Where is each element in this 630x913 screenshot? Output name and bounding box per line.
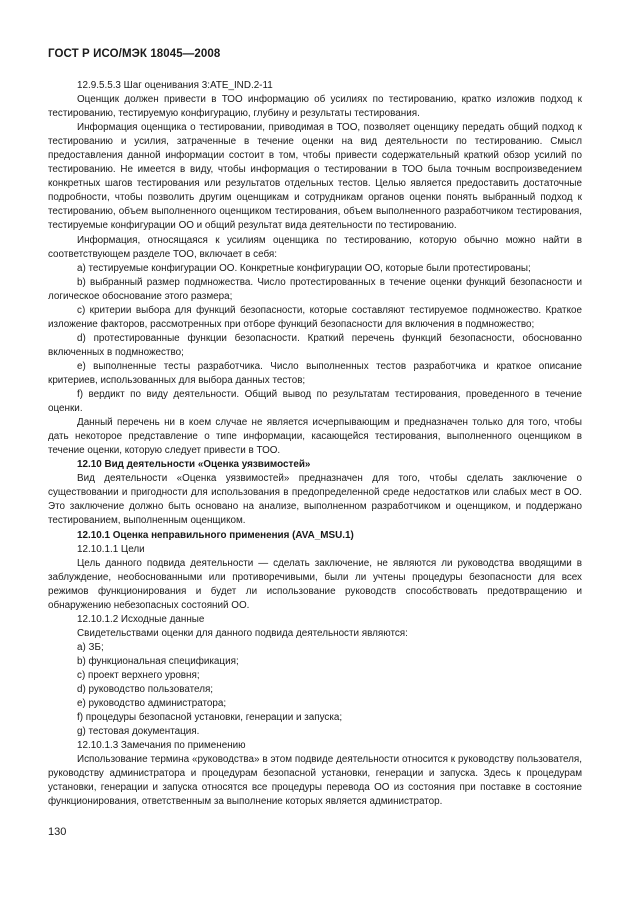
paragraph: c) проект верхнего уровня; xyxy=(77,669,200,681)
paragraph: 12.10.1.1 Цели xyxy=(77,543,145,555)
paragraph: Данный перечень ни в коем случае не является исчерпывающим и предназначен только для того, чтобы дать некоторое представление о типе информации, касающейся тестирования, выполненного оценщиком в течение оценки, которую следует привести в ТОО. xyxy=(48,417,582,457)
paragraph: 12.10.1.3 Замечания по применению xyxy=(77,740,246,752)
page-number: 130 xyxy=(48,826,67,838)
paragraph: d) руководство пользователя; xyxy=(77,684,214,696)
paragraph: Оценщик должен привести в ТОО информацию об усилиях по тестированию, кратко изложив подход к тестированию, тестируемую конфигурацию, глубину и результаты тестирования. xyxy=(48,94,582,120)
paragraph: 12.9.5.5.3 Шаг оценивания 3:ATE_IND.2-11 xyxy=(77,80,273,91)
paragraph: f) вердикт по виду деятельности. Общий вывод по результатам тестирования, проведенного в течение оценки. xyxy=(48,389,582,415)
section-heading: 12.10.1 Оценка неправильного применения (AVA_MSU.1) xyxy=(77,529,354,541)
paragraph: g) тестовая документация. xyxy=(77,726,200,738)
section-heading: 12.10 Вид деятельности «Оценка уязвимостей» xyxy=(77,459,311,471)
paragraph: b) выбранный размер подмножества. Число протестированных в течение оценки функций безопасности и логическое обоснование этого размера; xyxy=(48,276,582,302)
paragraph: Информация оценщика о тестировании, приводимая в ТОО, позволяет оценщику передать общий подход к тестированию и усилия, затраченные в течение оценки на вид деятельности по тестированию. Смысл предоставления данной информации состоит в том, чтобы привести содержательный краткий обзор усилий по тестированию. Не имеется в виду, чтобы информация о тестировании в ТОО была точным воспроизведением конкретных шагов тестирования или результатов отдельных тестов. Целью является предоставить достаточные подробности, чтобы позволить другим оценщикам и сотрудникам органов оценки понять выбранный подход к тестированию, объем выполненного оценщиком тестирования, объем выполненного разработчиком тестирования, тестируемые конфигурации ОО и общий результат вида деятельности по тестированию. xyxy=(48,122,582,232)
paragraph: a) ЗБ; xyxy=(77,641,104,653)
paragraph: e) руководство администратора; xyxy=(77,698,227,710)
paragraph: 12.10.1.2 Исходные данные xyxy=(77,613,205,625)
paragraph: Информация, относящаяся к усилиям оценщика по тестированию, которую обычно можно найти в соответствующем разделе ТОО, включает в себя: xyxy=(48,234,582,260)
paragraph: c) критерии выбора для функций безопасности, которые составляют тестируемое подмножество. Краткое изложение факторов, рассмотренных при отборе функций безопасности для включения в подмножество; xyxy=(48,304,582,330)
paragraph: a) тестируемые конфигурации ОО. Конкретные конфигурации ОО, которые были протестированы; xyxy=(77,262,531,274)
paragraph: Вид деятельности «Оценка уязвимостей» предназначен для того, чтобы сделать заключение о существовании и пригодности для использования в предопределенной среде недостатков или слабых мест в ОО. Это заключение должно быть основано на анализе, выполненном разработчиком и оценщиком, и поддержано тестированием, выполненным оценщиком. xyxy=(48,473,582,527)
paragraph: e) выполненные тесты разработчика. Число выполненных тестов разработчика и краткое описание критериев, использованных для выбора данных тестов; xyxy=(48,360,582,386)
document-header: ГОСТ Р ИСО/МЭК 18045—2008 xyxy=(48,48,221,60)
paragraph: f) процедуры безопасной установки, генерации и запуска; xyxy=(77,712,343,724)
paragraph: Свидетельствами оценки для данного подвида деятельности являются: xyxy=(77,627,408,639)
page-body xyxy=(48,79,582,809)
paragraph: Использование термина «руководства» в этом подвиде деятельности относится к руководству пользователя, руководству администратора и процедурам безопасной установки, генерации и запуска. Здесь к процедурам установки, генерации и запуска относятся все процедуры перевода ОО из состояния при поставке в состояние функционирования, ответственным за выполнение которых является администратор. xyxy=(48,754,582,808)
paragraph: Цель данного подвида деятельности — сделать заключение, не являются ли руководства вводящими в заблуждение, необоснованными или противоречивыми, были ли учтены процедуры безопасности для всех режимов функционирования и будет ли использование руководств способствовать предотвращению и обнаружению небезопасных состояний ОО. xyxy=(48,557,582,611)
paragraph: d) протестированные функции безопасности. Краткий перечень функций безопасности, обоснованно включенных в подмножество; xyxy=(48,332,582,358)
paragraph: b) функциональная спецификация; xyxy=(77,655,239,667)
